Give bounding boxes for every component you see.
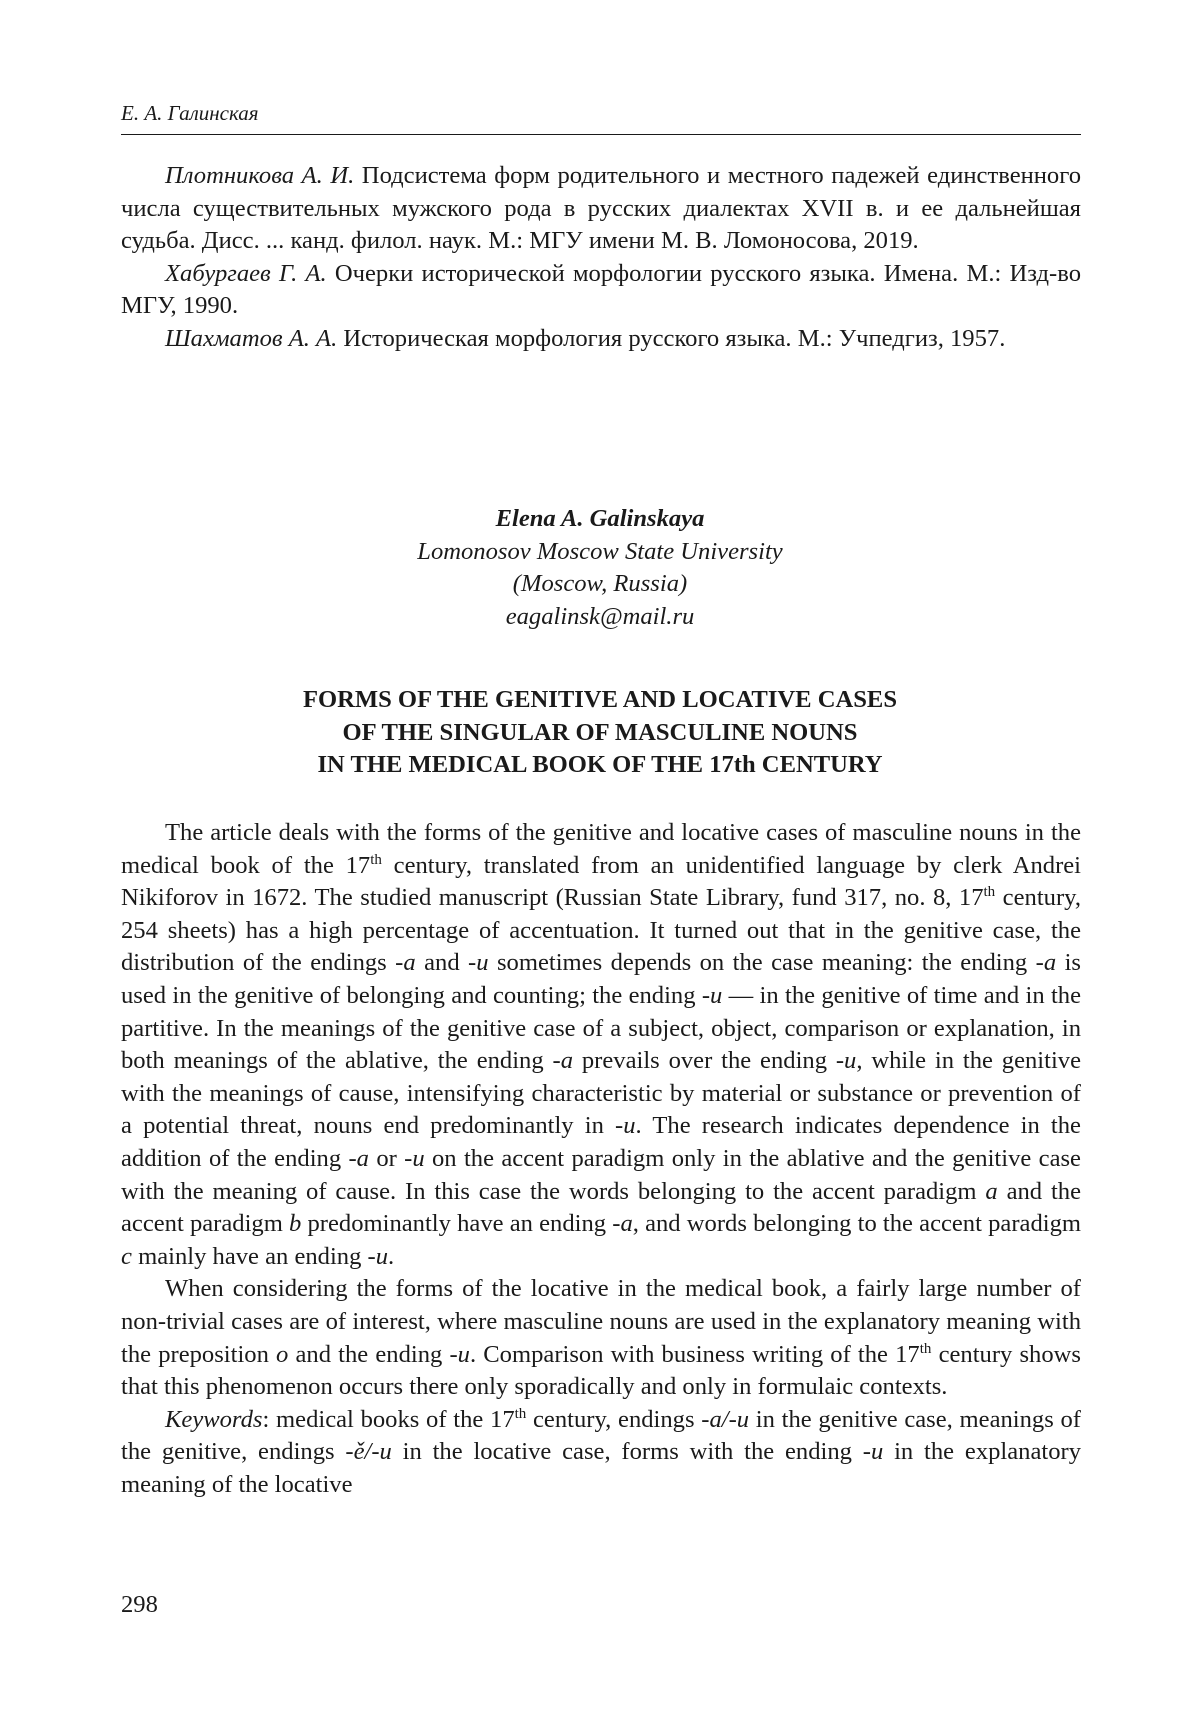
author-affiliation: Lomonosov Moscow State University: [417, 537, 783, 565]
emphasis: -u: [404, 1144, 425, 1172]
author-name: Elena A. Galinskaya: [495, 505, 705, 532]
emphasis: -u: [367, 1242, 389, 1270]
text-run: century, 254 sheets) has a high percentage of accentuation. It turned out that in the genitive case, the distribution of the endings: [121, 884, 1081, 977]
emphasis: -u: [862, 1438, 884, 1466]
emphasis: -a/-u: [701, 1405, 750, 1433]
text-run: . Comparison with business writing of the 17: [469, 1340, 920, 1368]
text-run: and the accent paradigm: [121, 1177, 1081, 1238]
emphasis: -a: [612, 1210, 633, 1238]
emphasis: -u: [835, 1047, 857, 1075]
abstract: [121, 817, 1081, 1501]
superscript: th: [919, 1340, 932, 1357]
abstract-paragraph: [121, 817, 1081, 1273]
text-run: and the ending: [288, 1340, 450, 1368]
reference-item: [121, 323, 1081, 356]
text-run: century shows that this phenomenon occurs there only sporadically and only in formulaic contexts.: [121, 1340, 1081, 1401]
emphasis: -u: [449, 1340, 470, 1368]
emphasis: -a: [348, 1144, 369, 1172]
reference-list: [121, 160, 1081, 356]
title-line: IN THE MEDICAL BOOK OF THE 17th CENTURY: [317, 751, 883, 779]
abstract-paragraph: [121, 1273, 1081, 1403]
reference-author: Шахматов А. А.: [165, 324, 338, 352]
text-run: century, translated from an unidentified language by clerk Andrei Nikiforov in 1672. The studied manuscript (Russian State Library, fund 317, no. 8, 17: [121, 851, 1082, 912]
text-run: The article deals with the forms of the genitive and locative cases of masculine nouns in the medical book of the 17: [121, 819, 1081, 879]
text-run: , while in the genitive with the meanings of cause, intensifying characteristic by material or substance or prevention of a potential threat, nouns end predominantly in: [121, 1047, 1081, 1140]
superscript: th: [370, 851, 382, 868]
text-run: .: [388, 1242, 395, 1270]
text-run: predominantly have an ending: [301, 1210, 613, 1238]
emphasis: -u: [468, 949, 489, 977]
text-run: sometimes depends on the case meaning: the ending: [488, 949, 1036, 977]
text-run: in the explanatory meaning of the locative: [121, 1438, 1082, 1498]
text-run: When considering the forms of the locative in the medical book, a fairly large number of non-trivial cases are of interest, where masculine nouns are used in the explanatory meaning with the preposition: [121, 1275, 1081, 1368]
author-email: eagalinsk@mail.ru: [505, 602, 695, 630]
reference-item: [121, 160, 1081, 258]
emphasis: b: [289, 1210, 302, 1238]
page-number: 298: [121, 1591, 158, 1618]
author-block: [0, 503, 1200, 633]
reference-author: Хабургаев Г. А.: [165, 259, 327, 287]
emphasis: -a: [552, 1047, 574, 1075]
emphasis: -a: [1035, 949, 1057, 977]
emphasis: a: [985, 1177, 998, 1205]
text-run: on the accent paradigm only in the ablative and the genitive case with the meaning of cause. In this case the words belonging to the accent paradigm: [121, 1144, 1081, 1205]
title-line: FORMS OF THE GENITIVE AND LOCATIVE CASES: [302, 686, 897, 713]
text-run: century, endings: [526, 1405, 702, 1433]
reference-text: Очерки исторической морфологии русского языка. Имена. М.: Изд-во МГУ, 1990.: [121, 259, 1081, 320]
header-rule: [121, 134, 1081, 135]
author-location: (Moscow, Russia): [512, 570, 688, 598]
article-title: [0, 684, 1200, 782]
emphasis: -ě/-u: [345, 1438, 392, 1466]
text-run: — in the genitive of time and in the partitive. In the meanings of the genitive case of a subject, object, comparison or explanation, in both meanings of the ablative, the ending: [121, 981, 1081, 1075]
emphasis: c: [121, 1242, 132, 1270]
text-run: in the locative case, forms with the ending: [391, 1438, 863, 1466]
reference-text: Историческая морфология русского языка. М.: Учпедгиз, 1957.: [337, 324, 1006, 352]
text-run: prevails over the ending: [573, 1047, 836, 1075]
text-run: : medical books of the 17: [262, 1405, 515, 1433]
emphasis: -u: [701, 981, 723, 1009]
title-line: OF THE SINGULAR OF MASCULINE NOUNS: [342, 718, 858, 746]
superscript: th: [983, 884, 996, 900]
text-run: . The research indicates dependence in the addition of the ending: [121, 1112, 1081, 1172]
emphasis: -u: [615, 1112, 636, 1140]
running-head: Е. А. Галинская: [121, 101, 259, 125]
superscript: th: [514, 1405, 527, 1422]
text-run: or: [368, 1144, 405, 1172]
text-run: , and words belonging to the accent paradigm: [632, 1210, 1081, 1238]
text-run: and: [415, 949, 469, 977]
keywords-label: Keywords: [165, 1405, 263, 1433]
text-run: is used in the genitive of belonging and counting; the ending: [121, 949, 1081, 1009]
text-run: mainly have an ending: [131, 1242, 368, 1270]
reference-text: Подсистема форм родительного и местного падежей единственного числа существительных мужского рода в русских диалектах XVII в. и ее дальнейшая судьба. Дисс. ... канд. филол. наук. М.: МГУ имени М. В. Ломоносова, 2019.: [121, 162, 1081, 255]
reference-author: Плотникова А. И.: [165, 162, 355, 189]
text-run: in the genitive case, meanings of the genitive, endings: [121, 1405, 1081, 1466]
emphasis: -a: [395, 949, 416, 977]
reference-item: [121, 258, 1081, 323]
keywords-paragraph: [121, 1404, 1081, 1502]
emphasis: o: [276, 1340, 289, 1368]
